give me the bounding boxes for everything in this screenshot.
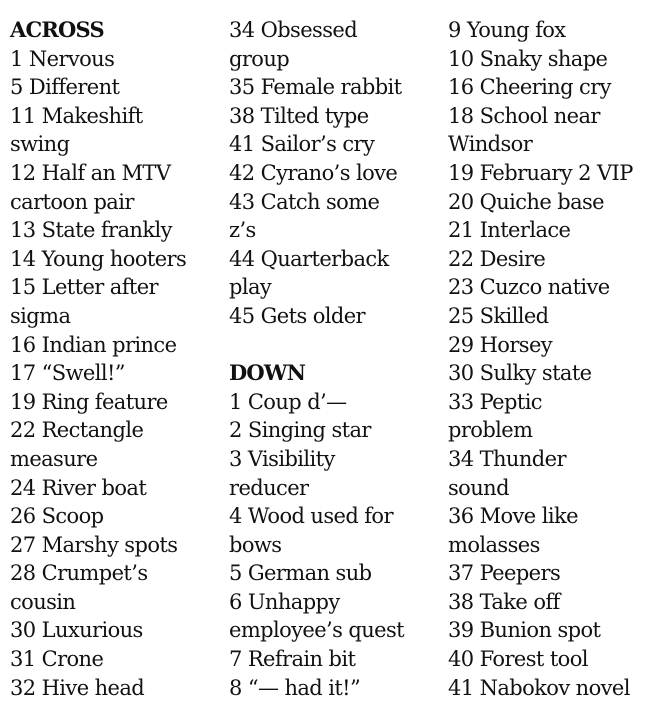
clue-line: 38 Tilted type	[229, 103, 369, 128]
clue-line: sigma	[10, 303, 71, 328]
clue-line: 24 River boat	[10, 475, 147, 500]
clue-line: 34 Obsessed	[229, 18, 358, 42]
clue-line: cartoon pair	[10, 189, 134, 214]
clue-line: measure	[10, 446, 98, 471]
clue-line: 23 Cuzco native	[448, 275, 610, 300]
clue-line: 21 Interlace	[448, 218, 571, 243]
clue-line: 29 Horsey	[448, 332, 553, 357]
clue-line: 7 Refrain bit	[229, 647, 356, 672]
clue-line: 30 Luxurious	[10, 618, 143, 643]
clue-line: 4 Wood used for	[229, 504, 393, 529]
clue-line: 3 Visibility	[229, 446, 335, 471]
clue-line: 34 Thunder	[448, 446, 566, 471]
clue-line: sound	[448, 475, 509, 500]
clue-line: 1 Coup d’—	[229, 389, 347, 414]
clue-line: 45 Gets older	[229, 303, 365, 328]
clue-line: swing	[10, 132, 70, 157]
section-spacer	[229, 331, 444, 360]
clue-line: 40 Forest tool	[448, 647, 588, 672]
clue-line: 41 Sailor’s cry	[229, 132, 375, 157]
down-heading: DOWN	[229, 360, 306, 386]
clue-line: 43 Catch some	[229, 189, 380, 214]
clue-line: 42 Cyrano’s love	[229, 160, 398, 185]
clue-line: 19 February 2 VIP	[448, 160, 633, 185]
clue-line: bows	[229, 532, 282, 557]
clue-line: employee’s quest	[229, 618, 405, 643]
clue-line: 20 Quiche base	[448, 189, 605, 214]
clue-line: group	[229, 46, 290, 71]
clue-line: 15 Letter after	[10, 275, 158, 300]
across-heading: ACROSS	[10, 17, 104, 42]
clue-line: 28 Crumpet’s	[10, 561, 148, 586]
clue-line: z’s	[229, 218, 256, 243]
clue-line: play	[229, 275, 272, 300]
clue-line: 8 “— had it!”	[229, 675, 361, 700]
clue-line: 12 Half an MTV	[10, 160, 171, 185]
clue-line: 25 Skilled	[448, 303, 549, 328]
clue-line: 44 Quarterback	[229, 246, 389, 271]
clue-line: molasses	[448, 532, 540, 557]
clue-line: 37 Peepers	[448, 561, 561, 586]
clue-line: 35 Female rabbit	[229, 75, 402, 100]
clue-column-1	[10, 16, 225, 702]
clue-line: 31 Crone	[10, 647, 104, 672]
clue-line: 39 Bunion spot	[448, 618, 601, 643]
clue-line: reducer	[229, 475, 309, 500]
clue-line: 22 Rectangle	[10, 418, 144, 443]
clue-line: 5 German sub	[229, 561, 372, 586]
clue-line: 33 Peptic	[448, 389, 542, 414]
clue-line: 6 Unhappy	[229, 589, 340, 614]
clue-line: 11 Makeshift	[10, 103, 143, 128]
clue-line: cousin	[10, 589, 76, 614]
clue-line: 38 Take off	[448, 589, 560, 614]
clue-line: 32 Hive head	[10, 675, 145, 700]
clue-line: 16 Indian prince	[10, 332, 177, 357]
clue-line: 14 Young hooters	[10, 246, 187, 271]
clue-line: 17 “Swell!”	[10, 361, 125, 386]
clue-column-2	[229, 16, 444, 702]
clue-line: 2 Singing star	[229, 418, 371, 443]
clue-line: Windsor	[448, 132, 533, 157]
clue-line: 18 School near	[448, 103, 600, 128]
clue-line: 36 Move like	[448, 504, 578, 529]
clue-line: 22 Desire	[448, 246, 546, 271]
clue-line: 1 Nervous	[10, 46, 115, 71]
clue-line: problem	[448, 418, 533, 443]
clue-line: 26 Scoop	[10, 504, 104, 529]
clue-column-3	[448, 16, 648, 702]
clue-line: 30 Sulky state	[448, 361, 592, 386]
clue-line: 41 Nabokov novel	[448, 675, 630, 700]
clue-line: 27 Marshy spots	[10, 532, 178, 557]
clue-line: 16 Cheering cry	[448, 75, 611, 100]
clue-line: 19 Ring feature	[10, 389, 168, 414]
clue-line: 9 Young fox	[448, 18, 566, 42]
clue-line: 13 State frankly	[10, 218, 172, 243]
clue-line: 10 Snaky shape	[448, 46, 608, 71]
clue-line: 5 Different	[10, 75, 120, 100]
